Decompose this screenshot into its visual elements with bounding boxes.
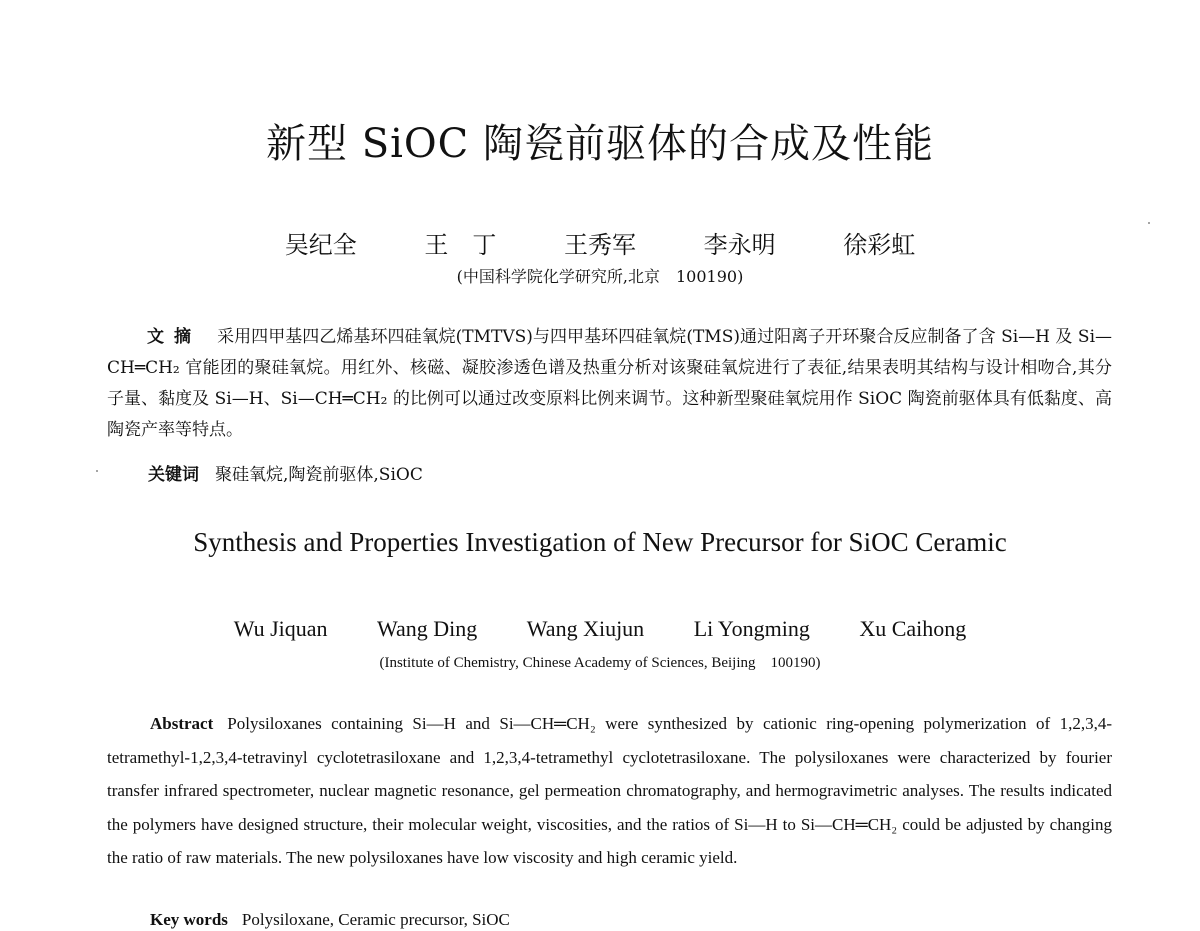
chinese-abstract-text: 采用四甲基四乙烯基环四硅氧烷(TMTVS)与四甲基环四硅氧烷(TMS)通过阳离子开环聚合反应制备了含 Si—H 及 Si—CH═CH₂ 官能团的聚硅氧烷。用红外、核磁、凝胶渗透色谱及热重分析对该聚硅氧烷进行了表征,结果表明其结构与设计相吻合,其分子量、黏度及 Si—H、Si—CH═CH₂ 的比例可以通过改变原料比例来调节。这种新型聚硅氧烷用作 SiOC 陶瓷前驱体具有低黏度、高陶瓷产率等特点。 (107, 327, 1113, 440)
chinese-author: 吴纪全 (284, 231, 357, 259)
english-author: Wang Ding (377, 616, 478, 641)
chinese-keywords-label: 关键词 (148, 465, 199, 485)
english-keywords-label: Key words (150, 910, 228, 929)
english-title: Synthesis and Properties Investigation of New Precursor for SiOC Ceramic (193, 527, 1007, 557)
scan-speck (96, 470, 98, 472)
english-author: Xu Caihong (859, 616, 967, 641)
chinese-title: 新型 SiOC 陶瓷前驱体的合成及性能 (265, 121, 935, 167)
english-affiliation: (Institute of Chemistry, Chinese Academy of Sciences, Beijing 100190) (379, 655, 821, 671)
scan-speck (1148, 222, 1150, 224)
chinese-keywords (148, 460, 423, 485)
chinese-author: 李永明 (703, 231, 776, 259)
chinese-abstract-label: 文摘 (147, 327, 202, 347)
english-authors (0, 616, 1200, 642)
chinese-keywords-text: 聚硅氧烷,陶瓷前驱体,SiOC (215, 465, 423, 485)
english-author: Wang Xiujun (526, 616, 645, 641)
english-keywords (150, 910, 510, 930)
english-abstract-label: Abstract (150, 714, 214, 733)
chinese-author: 王秀军 (564, 231, 636, 259)
chinese-author: 徐彩虹 (843, 231, 916, 259)
chinese-authors (0, 225, 1200, 260)
chinese-abstract (107, 322, 1112, 446)
english-abstract-text: Polysiloxanes containing Si—H and Si—CH═CH₂ were synthesized by cationic ring-opening polymerization of 1,2,3,4-tetramethyl-1,2,3,4-tetravinyl cyclotetrasiloxane and 1,2,3,4-tetramethyl cyclotetrasiloxane. The polysiloxanes were characterized by fourier transfer infrared spectrometer, nuclear magnetic resonance, gel permeation chromatography, and hermogravimetric analyses. The results indicated the polymers have designed structure, their molecular weight, viscosities, and the ratios of Si—H to Si—CH═CH₂ could be adjusted by changing the ratio of raw materials. The new polysiloxanes have low viscosity and high ceramic yield. (107, 714, 1112, 867)
chinese-affiliation: (中国科学院化学研究所,北京 100190) (456, 267, 744, 286)
english-abstract (107, 707, 1112, 875)
english-author: Wu Jiquan (233, 616, 328, 641)
chinese-author: 王 丁 (424, 231, 497, 259)
english-keywords-text: Polysiloxane, Ceramic precursor, SiOC (241, 910, 510, 929)
english-author: Li Yongming (693, 616, 810, 641)
